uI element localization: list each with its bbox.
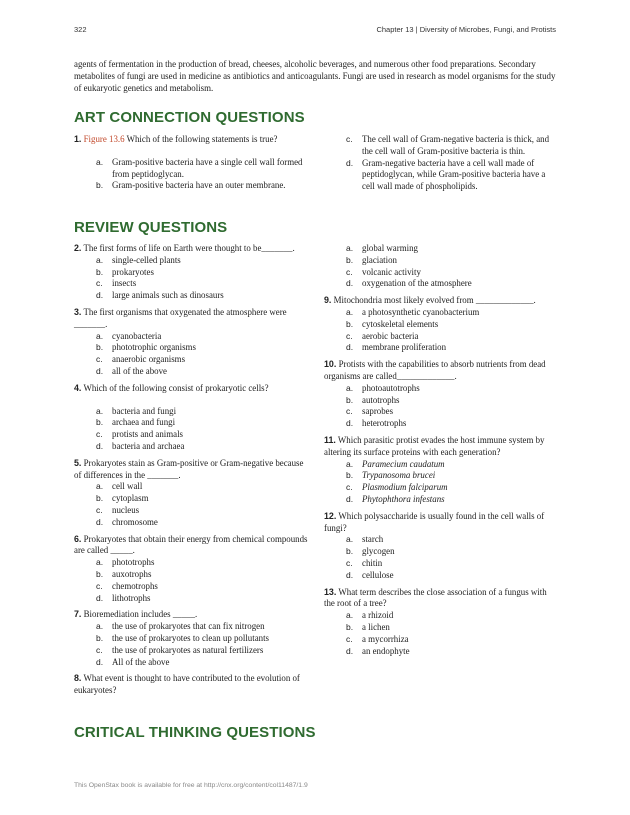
option-item: b. the use of prokaryotes to clean up pollutants — [96, 632, 269, 643]
option-item: b. phototrophic organisms — [96, 342, 196, 353]
option-item: c. nucleus — [96, 504, 140, 515]
option-item: a. single-celled plants — [96, 254, 181, 265]
option-item: c. anaerobic organisms — [96, 354, 186, 365]
option-item: a. bacteria and fungi — [96, 405, 177, 416]
question-2: 2. The first forms of life on Earth were thought to be_______. a. single-celled plants b. prokaryotes c. insects d. large animals such as dinosaurs — [74, 243, 309, 302]
question-11: 11. Which parasitic protist evades the host immune system by altering its surface proteins with each generation? a. Paramecium caudatum b. Trypanosoma brucei c. Plasmodium falciparum d. Phytophthora infestans — [324, 435, 556, 506]
review-right-column — [324, 243, 556, 662]
option-item: c. Plasmodium falciparum — [346, 482, 448, 493]
option-item: c. volcanic activity — [346, 266, 421, 277]
option-item: d. cellulose — [346, 569, 394, 580]
intro-paragraph: agents of fermentation in the production of bread, cheeses, alcoholic beverages, and numerous other food preparations. Secondary metabolites of fungi are used in medicine as antibiotics and anticoagulants. Fungi are used in research as model organisms for the study of eukaryotic genetics and metabolism. — [74, 59, 556, 93]
option-item: d. heterotrophs — [346, 418, 407, 429]
question-3: 3. The first organisms that oxygenated the atmosphere were _______. a. cyanobacteria b. phototrophic organisms c. anaerobic organisms d. all of the above — [74, 307, 309, 378]
question-text: Which of the following statements is true? — [124, 134, 278, 144]
page-number: 322 — [74, 25, 87, 34]
option-item: d. Gram-negative bacteria have a cell wall made of peptidoglycan, while Gram-positive bacteria have a cell wall made of phospholipids. — [346, 157, 546, 192]
option-item: d. oxygenation of the atmosphere — [346, 278, 472, 289]
option-item: b. auxotrophs — [96, 568, 152, 579]
figure-link[interactable]: Figure 13.6 — [83, 134, 125, 144]
option-item: c. a mycorrhiza — [346, 633, 409, 644]
option-item: b. prokaryotes — [96, 266, 154, 277]
option-item: b. Gram-positive bacteria have an outer membrane. — [96, 180, 286, 191]
option-item: c. chitin — [346, 557, 383, 568]
option-item: a. cyanobacteria — [96, 330, 162, 341]
critical-thinking-heading: CRITICAL THINKING QUESTIONS — [74, 724, 316, 741]
option-item: a. Paramecium caudatum — [346, 458, 445, 469]
option-item: d. an endophyte — [346, 645, 410, 656]
option-item: d. chromosome — [96, 516, 158, 527]
review-left-column — [74, 243, 309, 702]
option-item: a. Gram-positive bacteria have a single cell wall formed from peptidoglycan. — [96, 156, 303, 179]
option-item: c. protists and animals — [96, 429, 183, 440]
option-item: c. The cell wall of Gram-negative bacteria is thick, and the cell wall of Gram-positive bacteria is thin. — [346, 134, 550, 156]
art-connection-heading: ART CONNECTION QUESTIONS — [74, 109, 305, 126]
option-item: c. aerobic bacteria — [346, 330, 419, 341]
review-questions-heading: REVIEW QUESTIONS — [74, 219, 228, 236]
option-item: d. lithotrophs — [96, 592, 151, 603]
art-question-1 — [74, 134, 312, 192]
option-item: b. glycogen — [346, 546, 395, 557]
question-4: 4. Which of the following consist of prokaryotic cells? a. bacteria and fungi b. archaea and fungi c. protists and animals d. bacteria and archaea — [74, 383, 309, 453]
option-item: a. photoautotrophs — [346, 382, 420, 393]
question-5: 5. Prokaryotes stain as Gram-positive or Gram-negative because of differences in the _______. a. cell wall b. cytoplasm c. nucleus d. chromosome — [74, 458, 309, 529]
question-10: 10. Protists with the capabilities to absorb nutrients from dead organisms are called_____________. a. photoautotrophs b. autotrophs c. saprobes d. heterotrophs — [324, 359, 556, 430]
question-8: 8. What event is thought to have contributed to the evolution of eukaryotes? — [74, 673, 300, 696]
option-item: a. a rhizoid — [346, 610, 394, 621]
question-13: 13. What term describes the close association of a fungus with the root of a tree? a. a rhizoid b. a lichen c. a mycorrhiza d. an endophyte — [324, 587, 556, 658]
option-item: a. phototrophs — [96, 557, 155, 568]
option-item: c. saprobes — [346, 406, 394, 417]
option-item: b. archaea and fungi — [96, 417, 176, 428]
question-7: 7. Bioremediation includes _____. a. the use of prokaryotes that can fix nitrogen b. the use of prokaryotes to clean up pollutants c. the use of prokaryotes as natural fertilizers d. All of the above — [74, 609, 309, 668]
question-number: 1. — [74, 134, 82, 144]
question-6: 6. Prokaryotes that obtain their energy from chemical compounds are called _____. a. phototrophs b. auxotrophs c. chemotrophs d. lithotrophs — [74, 533, 308, 603]
option-item: a. global warming — [346, 243, 418, 253]
option-item: d. bacteria and archaea — [96, 440, 185, 451]
option-item: c. the use of prokaryotes as natural fertilizers — [96, 644, 264, 655]
option-item: b. cytoplasm — [96, 493, 149, 504]
option-item: a. the use of prokaryotes that can fix nitrogen — [96, 621, 265, 632]
option-item: a. cell wall — [96, 481, 143, 492]
question-8-options — [324, 243, 556, 290]
option-item: d. large animals such as dinosaurs — [96, 290, 224, 301]
footer-note: This OpenStax book is available for free at http://cnx.org/content/col11487/1.9 — [74, 782, 308, 789]
option-item: c. chemotrophs — [96, 580, 158, 591]
art-question-1-continued — [324, 134, 556, 193]
question-12: 12. Which polysaccharide is usually found in the cell walls of fungi? a. starch b. glycogen c. chitin d. cellulose — [324, 511, 556, 582]
option-item: b. glaciation — [346, 254, 397, 265]
option-item: b. cytoskeletal elements — [346, 318, 439, 329]
option-item: d. membrane proliferation — [346, 342, 447, 353]
option-item: a. a photosynthetic cyanobacterium — [346, 306, 480, 317]
chapter-header: Chapter 13 | Diversity of Microbes, Fungi, and Protists — [376, 25, 556, 34]
option-item: b. autotrophs — [346, 394, 400, 405]
option-item: d. All of the above — [96, 656, 170, 667]
question-9: 9. Mitochondria most likely evolved from _____________. a. a photosynthetic cyanobacterium b. cytoskeletal elements c. aerobic bacteria d. membrane proliferation — [324, 295, 556, 354]
option-item: b. Trypanosoma brucei — [346, 470, 436, 481]
option-item: c. insects — [96, 278, 137, 289]
option-item: b. a lichen — [346, 621, 390, 632]
option-item: d. Phytophthora infestans — [346, 493, 445, 504]
option-item: d. all of the above — [96, 365, 167, 376]
option-item: a. starch — [346, 534, 384, 545]
